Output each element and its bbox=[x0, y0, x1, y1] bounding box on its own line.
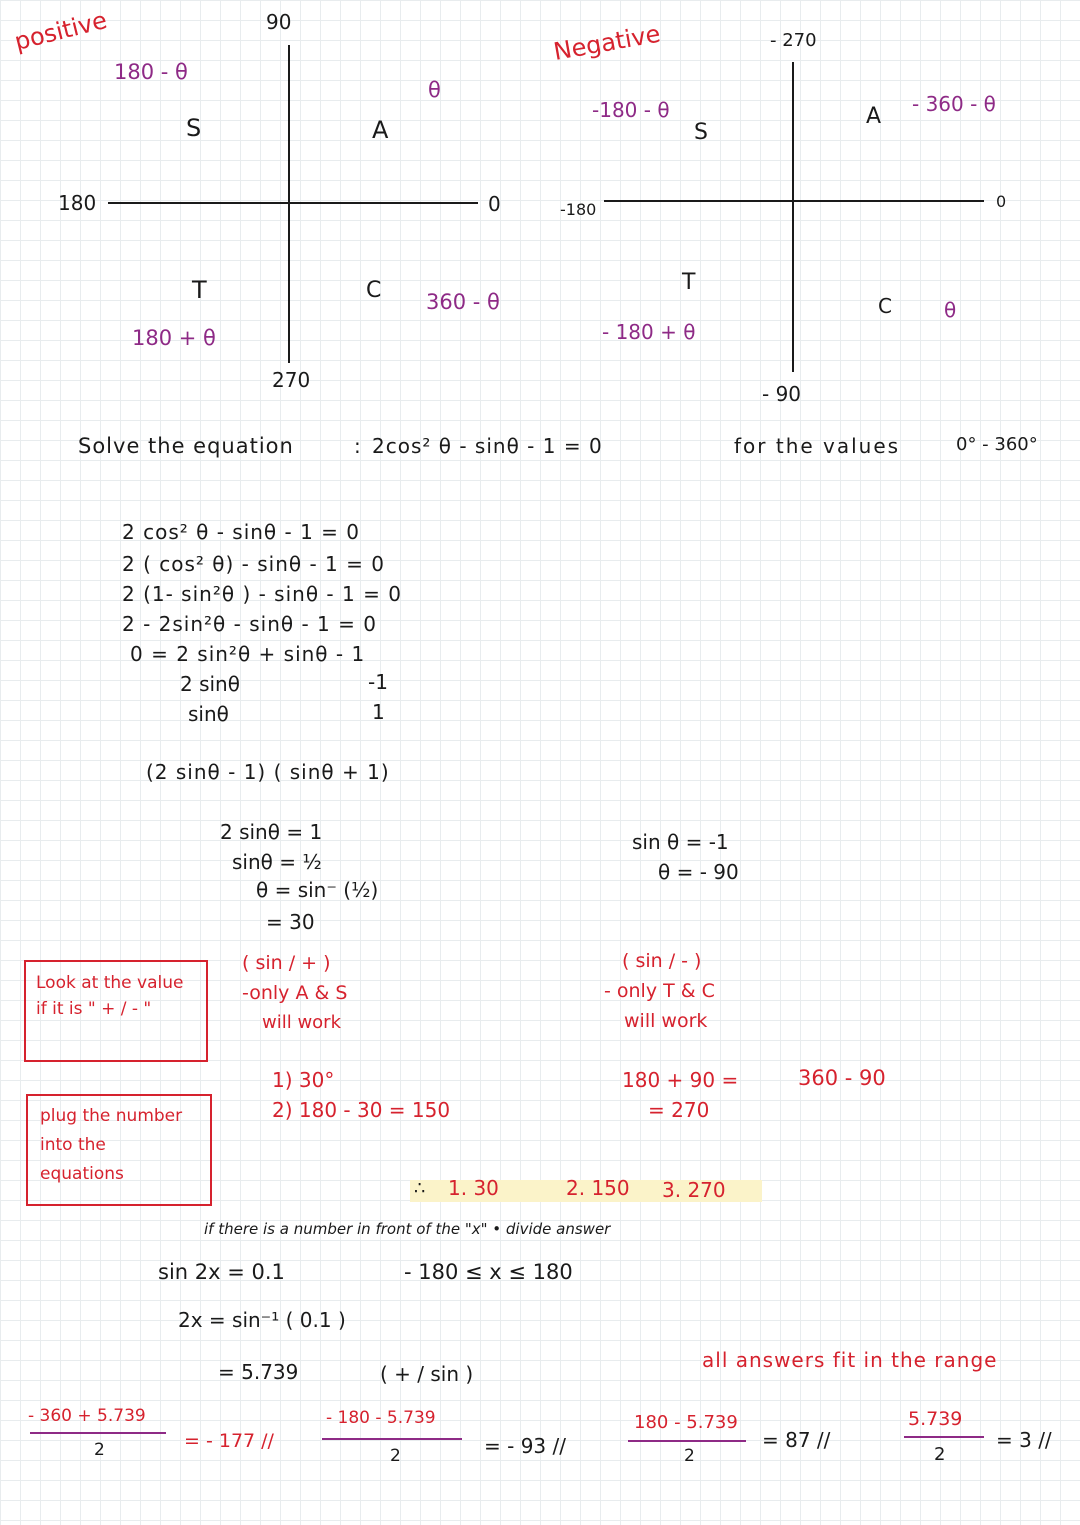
case2-calc-2: = 270 bbox=[648, 1098, 710, 1122]
positive-c-label: C bbox=[366, 278, 382, 303]
negative-q1-angle: - 360 - θ bbox=[912, 92, 996, 116]
part2-line-3: = 5.739 bbox=[218, 1360, 299, 1384]
negative-q3-angle: - 180 + θ bbox=[602, 320, 696, 344]
look-tip-text: Look at the value if it is " + / - " bbox=[36, 973, 184, 1019]
part2-line-2: 2x = sin⁻¹ ( 0.1 ) bbox=[178, 1308, 346, 1332]
plug-tip-box bbox=[26, 1094, 212, 1206]
positive-title: positive bbox=[11, 5, 110, 56]
part2-hint: ( + / sin ) bbox=[380, 1362, 474, 1386]
range-label: for the values bbox=[734, 434, 901, 458]
look-tip-box bbox=[24, 960, 208, 1062]
negative-bottom-label: - 90 bbox=[762, 382, 802, 406]
part2-equation: sin 2x = 0.1 bbox=[158, 1260, 285, 1284]
positive-q2-angle: 180 - θ bbox=[114, 60, 188, 84]
answer-3: 3. 270 bbox=[662, 1178, 726, 1202]
negative-vertical-axis bbox=[792, 62, 794, 372]
case2-note-3: will work bbox=[624, 1010, 708, 1032]
negative-a-label: A bbox=[866, 104, 882, 129]
case2-note-2: - only T & C bbox=[604, 980, 715, 1002]
working-line-1: 2 cos² θ - sinθ - 1 = 0 bbox=[122, 520, 361, 544]
positive-q4-angle: 360 - θ bbox=[426, 290, 500, 314]
negative-title: Negative bbox=[551, 19, 663, 66]
negative-top-label: - 270 bbox=[770, 30, 817, 51]
fraction-3-bar bbox=[628, 1440, 746, 1442]
case2-line-2: θ = - 90 bbox=[658, 860, 739, 884]
fraction-2-numerator: - 180 - 5.739 bbox=[326, 1408, 436, 1428]
answer-2: 2. 150 bbox=[566, 1176, 630, 1200]
case2-line-1: sin θ = -1 bbox=[632, 830, 729, 854]
case2-calc-1: 180 + 90 = bbox=[622, 1068, 739, 1092]
positive-q1-angle: θ bbox=[428, 78, 441, 102]
fraction-4-numerator: 5.739 bbox=[908, 1408, 963, 1430]
positive-q3-angle: 180 + θ bbox=[132, 326, 216, 350]
case1-line-2: sinθ = ½ bbox=[232, 850, 322, 874]
fraction-4-result: = 3 // bbox=[996, 1428, 1052, 1452]
working-line-6b: -1 bbox=[368, 670, 388, 694]
fraction-1-bar bbox=[30, 1432, 166, 1434]
case1-line-1: 2 sinθ = 1 bbox=[220, 820, 323, 844]
case1-line-4: = 30 bbox=[266, 910, 315, 934]
fraction-3-result: = 87 // bbox=[762, 1428, 831, 1452]
fraction-1-denominator: 2 bbox=[94, 1440, 105, 1460]
part2-domain: - 180 ≤ x ≤ 180 bbox=[404, 1260, 573, 1284]
case1-line-3: θ = sin⁻ (½) bbox=[256, 878, 379, 902]
positive-right-label: 0 bbox=[488, 192, 501, 216]
problem-equation: 2cos² θ - sinθ - 1 = 0 bbox=[372, 434, 603, 458]
fraction-1-numerator: - 360 + 5.739 bbox=[28, 1406, 146, 1426]
positive-top-label: 90 bbox=[266, 10, 292, 34]
negative-t-label: T bbox=[682, 270, 696, 295]
fraction-3-denominator: 2 bbox=[684, 1446, 695, 1466]
problem-colon: : bbox=[354, 434, 361, 458]
plug-tip-text: plug the number into the equations bbox=[40, 1106, 183, 1184]
therefore-symbol: ∴ bbox=[414, 1178, 426, 1199]
negative-right-label: 0 bbox=[996, 192, 1007, 211]
fraction-2-result: = - 93 // bbox=[484, 1434, 566, 1458]
case1-note-3: will work bbox=[262, 1012, 342, 1033]
divide-tip: if there is a number in front of the "x" • divide answer bbox=[204, 1220, 611, 1238]
fit-range-note: all answers fit in the range bbox=[702, 1348, 998, 1372]
working-line-6a: 2 sinθ bbox=[180, 672, 240, 696]
case1-answer-2: 2) 180 - 30 = 150 bbox=[272, 1098, 451, 1122]
fraction-2-denominator: 2 bbox=[390, 1446, 401, 1466]
negative-c-label: C bbox=[878, 294, 892, 318]
case1-note-2: -only A & S bbox=[242, 982, 348, 1004]
working-line-4: 2 - 2sin²θ - sinθ - 1 = 0 bbox=[122, 612, 377, 636]
positive-vertical-axis bbox=[288, 45, 290, 363]
case1-note-1: ( sin / + ) bbox=[242, 952, 331, 974]
positive-horizontal-axis bbox=[108, 202, 478, 204]
working-line-2: 2 ( cos² θ) - sinθ - 1 = 0 bbox=[122, 552, 385, 576]
case1-answer-1: 1) 30° bbox=[272, 1068, 335, 1092]
working-line-5: 0 = 2 sin²θ + sinθ - 1 bbox=[130, 642, 366, 666]
range-value: 0° - 360° bbox=[956, 434, 1038, 455]
fraction-1-result: = - 177 // bbox=[184, 1430, 274, 1452]
positive-left-label: 180 bbox=[58, 191, 97, 215]
negative-horizontal-axis bbox=[604, 200, 984, 202]
negative-left-label: -180 bbox=[560, 200, 597, 219]
positive-s-label: S bbox=[186, 114, 202, 142]
working-line-3: 2 (1- sin²θ ) - sinθ - 1 = 0 bbox=[122, 582, 402, 606]
positive-a-label: A bbox=[372, 116, 389, 144]
fraction-3-numerator: 180 - 5.739 bbox=[634, 1412, 738, 1433]
negative-q4-angle: θ bbox=[944, 298, 957, 322]
factorised-equation: (2 sinθ - 1) ( sinθ + 1) bbox=[146, 760, 390, 784]
solve-label: Solve the equation bbox=[78, 434, 294, 458]
fraction-4-denominator: 2 bbox=[934, 1444, 946, 1465]
positive-bottom-label: 270 bbox=[272, 368, 311, 392]
working-line-7b: 1 bbox=[372, 700, 385, 724]
working-line-7a: sinθ bbox=[188, 702, 229, 726]
negative-q2-angle: -180 - θ bbox=[592, 98, 670, 122]
negative-s-label: S bbox=[694, 120, 708, 145]
fraction-2-bar bbox=[322, 1438, 462, 1440]
case2-calc-1b: 360 - 90 bbox=[798, 1066, 886, 1090]
fraction-4-bar bbox=[904, 1436, 984, 1438]
case2-note-1: ( sin / - ) bbox=[622, 950, 702, 972]
positive-t-label: T bbox=[192, 276, 207, 304]
answer-1: 1. 30 bbox=[448, 1176, 499, 1200]
